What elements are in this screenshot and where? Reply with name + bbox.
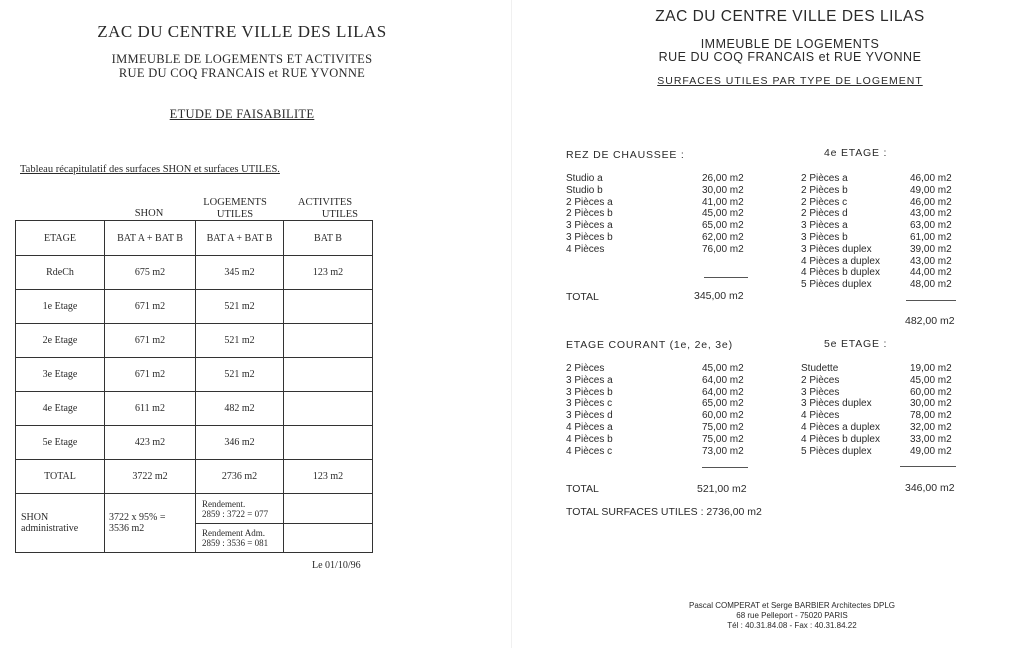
shon-calc-l1: 3722 x 95% = (109, 512, 166, 523)
table-cell (284, 392, 373, 426)
list-item: Studio b (566, 184, 603, 196)
rdc-list (566, 173, 613, 256)
rendement-adm-l1: Rendement Adm. (202, 527, 265, 538)
rdc-total-label: TOTAL (566, 291, 599, 303)
list-item: Studette (801, 363, 839, 374)
list-value: 30,00 m2 (702, 184, 744, 196)
list-item: 3 Pièces a (566, 220, 613, 232)
table-cell: 345 m2 (196, 256, 284, 290)
table-caption: Tableau récapitulatif des surfaces SHON et surfaces UTILES. (20, 164, 280, 175)
table-header-cell: BAT B (284, 221, 373, 256)
list-item: 3 Pièces duplex (801, 243, 872, 255)
list-value: 48,00 m2 (910, 279, 952, 291)
left-title: ZAC DU CENTRE VILLE DES LILAS (97, 22, 387, 41)
etage-courant-total-value: 521,00 m2 (697, 483, 747, 495)
shon-label-l2: administrative (21, 523, 79, 534)
table-cell (284, 358, 373, 392)
study-heading: ETUDE DE FAISABILITE (169, 107, 315, 121)
list-value: 44,00 m2 (910, 267, 952, 279)
left-subtitle-2: RUE DU COQ FRANCAIS et RUE YVONNE (118, 66, 366, 80)
rdc-values (702, 173, 744, 256)
list-value: 61,00 m2 (910, 231, 952, 243)
list-value: 65,00 m2 (702, 398, 744, 410)
list-value: 63,00 m2 (910, 220, 952, 232)
list-item: 3 Pièces a (801, 220, 848, 232)
table-row (16, 392, 373, 426)
col-head-logements-l2: UTILES (216, 209, 254, 220)
table-cell: 4e Etage (16, 392, 105, 426)
table-cell: 671 m2 (105, 290, 196, 324)
left-subtitle-1: IMMEUBLE DE LOGEMENTS ET ACTIVITES (111, 52, 373, 66)
surfaces-heading: SURFACES UTILES PAR TYPE DE LOGEMENT (657, 75, 923, 87)
list-item: 3 Pièces b (801, 231, 848, 243)
etage5-list (801, 363, 880, 457)
rdc-total-value: 345,00 m2 (694, 290, 744, 302)
list-value: 26,00 m2 (702, 173, 744, 184)
shon-label-l1: SHON (21, 512, 49, 523)
list-item: 4 Pièces c (566, 445, 613, 457)
shon-calc-cell (105, 494, 196, 553)
table-header-cell: ETAGE (16, 221, 105, 256)
table-row (16, 256, 373, 290)
table-row (16, 358, 373, 392)
list-value: 32,00 m2 (910, 421, 952, 433)
list-value: 65,00 m2 (702, 220, 744, 232)
table-header-row (16, 221, 373, 256)
list-value: 46,00 m2 (910, 196, 952, 208)
rendement-adm-block (196, 524, 283, 552)
etage4-sum-rule (906, 300, 956, 301)
table-cell (284, 324, 373, 358)
table-cell (284, 426, 373, 460)
list-value: 75,00 m2 (702, 433, 744, 445)
list-item: 2 Pièces (801, 374, 840, 386)
list-value: 49,00 m2 (910, 184, 952, 196)
table-cell: 611 m2 (105, 392, 196, 426)
table-cell: 2e Etage (16, 324, 105, 358)
list-item: 4 Pièces a (566, 421, 613, 433)
shon-label-cell (16, 494, 105, 553)
right-title: ZAC DU CENTRE VILLE DES LILAS (655, 8, 925, 25)
list-value: 76,00 m2 (702, 243, 744, 255)
list-item: 3 Pièces b (566, 386, 613, 398)
list-item: 5 Pièces duplex (801, 279, 872, 291)
table-cell: 1e Etage (16, 290, 105, 324)
etage5-values (910, 363, 952, 457)
list-value: 41,00 m2 (702, 196, 744, 208)
table-row (16, 290, 373, 324)
surfaces-summary-table (15, 220, 373, 553)
etage-courant-sum-rule (702, 467, 748, 468)
table-cell: 423 m2 (105, 426, 196, 460)
list-item: 4 Pièces a duplex (801, 421, 880, 433)
footer-line-1: Pascal COMPERAT et Serge BARBIER Architectes DPLG (689, 601, 895, 610)
list-item: 3 Pièces c (566, 398, 613, 410)
grand-total: TOTAL SURFACES UTILES : 2736,00 m2 (566, 506, 762, 518)
list-value: 49,00 m2 (910, 445, 952, 457)
list-value: 45,00 m2 (702, 208, 744, 220)
architect-footer (642, 601, 942, 631)
list-value: 45,00 m2 (702, 363, 744, 374)
rendement-cell (196, 494, 284, 553)
table-total-row (16, 460, 373, 494)
rendement-l2: 2859 : 3722 = 077 (202, 508, 269, 519)
footer-line-2: 68 rue Pelleport - 75020 PARIS (736, 611, 848, 620)
list-item: 3 Pièces duplex (801, 398, 872, 410)
footer-line-3: Tél : 40.31.84.08 - Fax : 40.31.84.22 (727, 621, 857, 630)
list-value: 33,00 m2 (910, 433, 952, 445)
list-value: 19,00 m2 (910, 363, 952, 374)
table-cell: TOTAL (16, 460, 105, 494)
list-value: 43,00 m2 (910, 255, 952, 267)
list-value: 64,00 m2 (702, 374, 744, 386)
list-value: 45,00 m2 (910, 374, 952, 386)
rdc-sum-rule (704, 277, 748, 278)
list-item: 3 Pièces a (566, 374, 613, 386)
etage-courant-list (566, 363, 613, 457)
list-value: 60,00 m2 (702, 410, 744, 422)
table-cell: 123 m2 (284, 256, 373, 290)
etage-courant-total-label: TOTAL (566, 483, 599, 495)
table-cell: 521 m2 (196, 324, 284, 358)
list-item: 3 Pièces (801, 386, 840, 398)
list-value: 64,00 m2 (702, 386, 744, 398)
list-value: 30,00 m2 (910, 398, 952, 410)
table-cell: 521 m2 (196, 290, 284, 324)
etage4-total-value: 482,00 m2 (905, 315, 955, 327)
table-cell: 3722 m2 (105, 460, 196, 494)
table-cell: 675 m2 (105, 256, 196, 290)
list-item: 3 Pièces d (566, 410, 613, 422)
table-row (16, 426, 373, 460)
list-item: 2 Pièces b (566, 208, 613, 220)
list-value: 75,00 m2 (702, 421, 744, 433)
table-header-cell: BAT A + BAT B (105, 221, 196, 256)
rdc-heading: REZ DE CHAUSSEE : (566, 149, 685, 161)
col-head-shon: SHON (134, 208, 164, 219)
list-item: 2 Pièces b (801, 184, 848, 196)
shon-calc-l2: 3536 m2 (109, 523, 145, 534)
table-cell: 346 m2 (196, 426, 284, 460)
etage5-heading: 5e ETAGE : (824, 338, 888, 350)
table-cell: 521 m2 (196, 358, 284, 392)
list-item: 4 Pièces a duplex (801, 255, 880, 267)
etage4-values (910, 173, 952, 291)
list-value: 43,00 m2 (910, 208, 952, 220)
list-item: 2 Pièces c (801, 196, 848, 208)
list-item: 4 Pièces (566, 243, 605, 255)
col-head-logements (190, 197, 280, 221)
col-head-activites-l2: UTILES (321, 209, 358, 220)
list-value: 78,00 m2 (910, 410, 952, 422)
list-item: 3 Pièces b (566, 231, 613, 243)
list-item: 2 Pièces (566, 363, 605, 374)
list-item: 2 Pièces a (801, 173, 848, 184)
table-cell: 671 m2 (105, 358, 196, 392)
list-value: 46,00 m2 (910, 173, 952, 184)
etage-courant-heading: ETAGE COURANT (1e, 2e, 3e) (566, 339, 733, 351)
list-item: 4 Pièces (801, 410, 840, 422)
list-item: Studio a (566, 173, 603, 184)
col-head-logements-l1: LOGEMENTS (203, 197, 267, 208)
list-value: 62,00 m2 (702, 231, 744, 243)
rendement-l1: Rendement. (202, 498, 246, 509)
document-date: Le 01/10/96 (312, 560, 361, 571)
table-row (16, 324, 373, 358)
list-item: 5 Pièces duplex (801, 445, 872, 457)
rendement-adm-l2: 2859 : 3536 = 081 (202, 537, 269, 548)
list-value: 60,00 m2 (910, 386, 952, 398)
etage4-heading: 4e ETAGE : (824, 147, 888, 159)
table-shon-row (16, 494, 373, 553)
table-cell: 5e Etage (16, 426, 105, 460)
col-head-activites (278, 197, 372, 221)
list-item: 2 Pièces a (566, 196, 613, 208)
col-head-activites-l1: ACTIVITES (297, 197, 353, 208)
rendement-block (196, 495, 283, 524)
right-subtitle-1: IMMEUBLE DE LOGEMENTS (700, 37, 880, 51)
etage-courant-values (702, 363, 744, 457)
table-cell: RdeCh (16, 256, 105, 290)
table-cell: 2736 m2 (196, 460, 284, 494)
empty-split-cell (284, 494, 373, 553)
table-cell: 671 m2 (105, 324, 196, 358)
list-item: 4 Pièces b (566, 433, 613, 445)
etage5-sum-rule (900, 466, 956, 467)
etage4-list (801, 173, 880, 291)
table-header-cell: BAT A + BAT B (196, 221, 284, 256)
right-page (512, 0, 1024, 648)
list-value: 39,00 m2 (910, 243, 952, 255)
list-item: 4 Pièces b duplex (801, 267, 880, 279)
table-cell: 3e Etage (16, 358, 105, 392)
table-cell (284, 290, 373, 324)
table-cell: 482 m2 (196, 392, 284, 426)
table-cell: 123 m2 (284, 460, 373, 494)
list-item: 2 Pièces d (801, 208, 848, 220)
list-item: 4 Pièces b duplex (801, 433, 880, 445)
list-value: 73,00 m2 (702, 445, 744, 457)
etage5-total-value: 346,00 m2 (905, 482, 955, 494)
right-subtitle-2: RUE DU COQ FRANCAIS et RUE YVONNE (658, 50, 922, 64)
